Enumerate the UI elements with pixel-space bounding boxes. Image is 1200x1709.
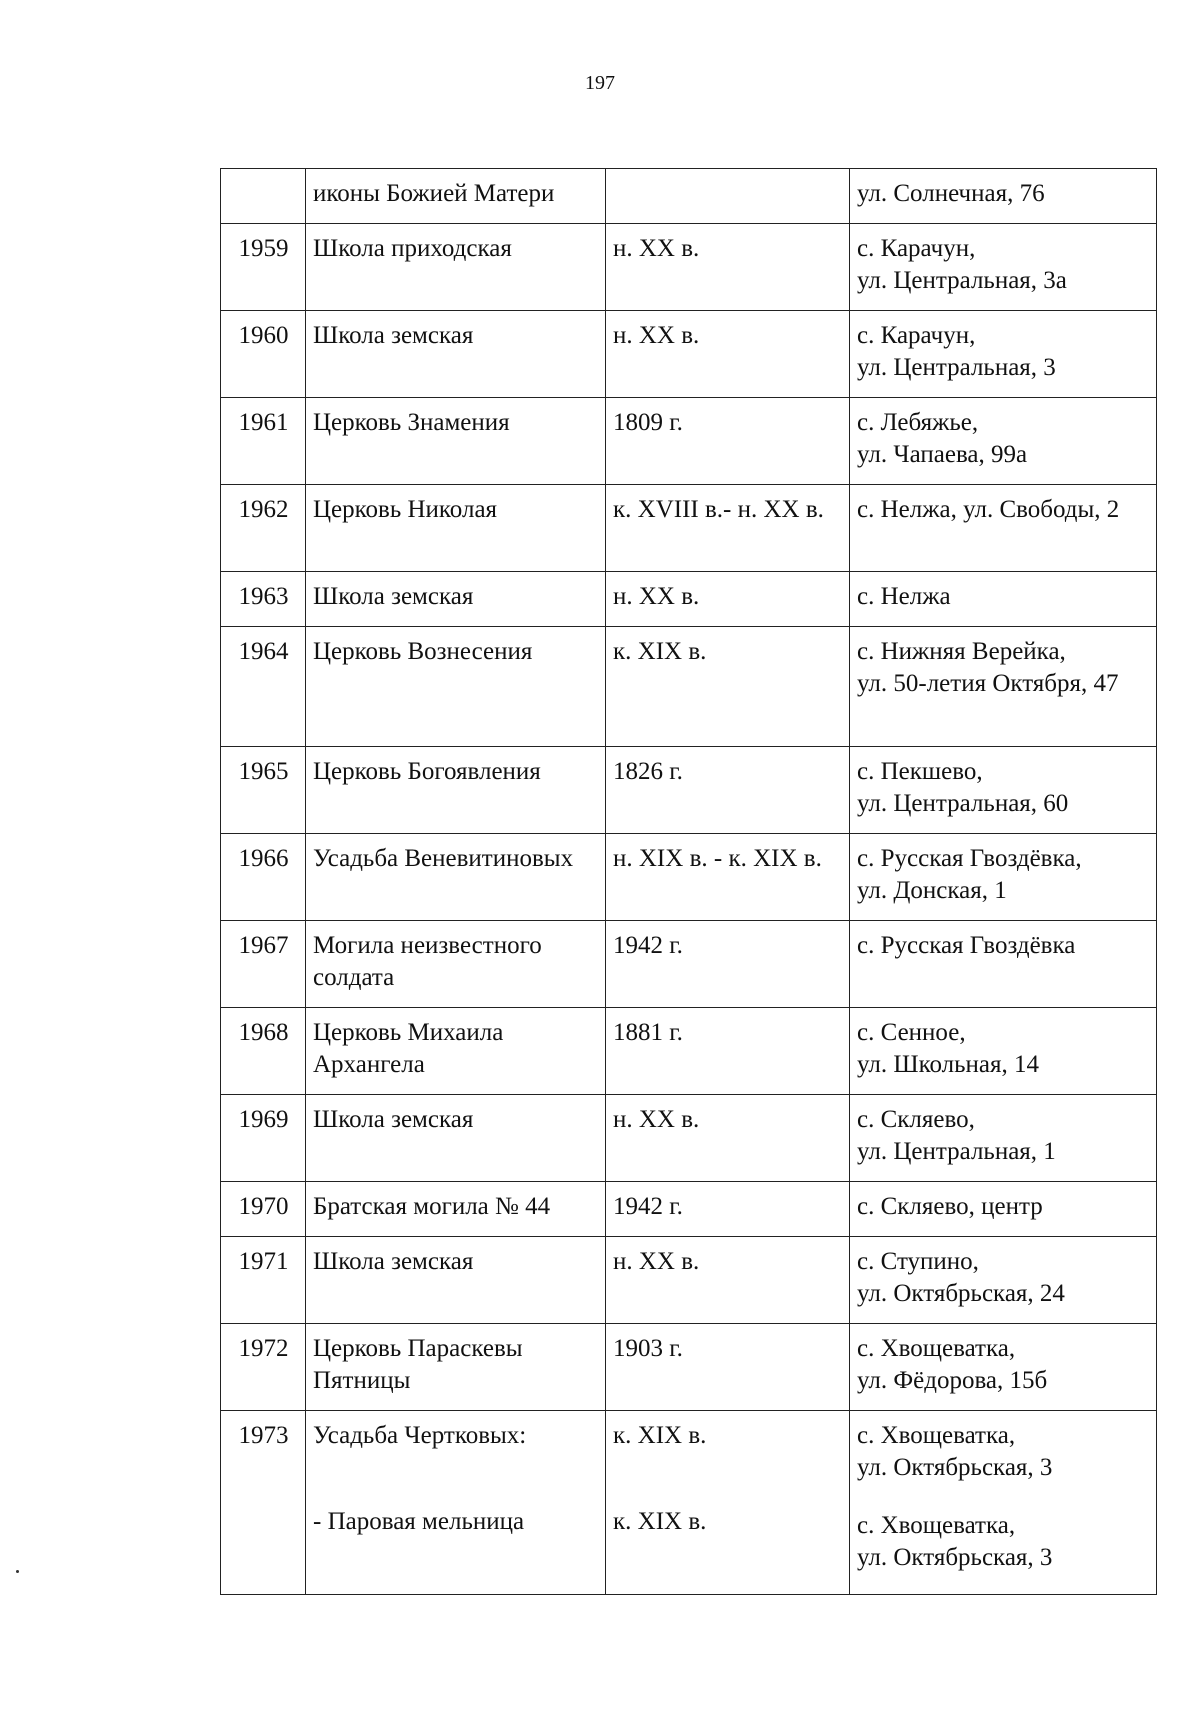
object-date: 1903 г. <box>606 1324 850 1411</box>
object-date: н. XIX в. - к. XIX в. <box>606 834 850 921</box>
object-name: Церковь Вознесения <box>306 627 606 747</box>
table-row <box>221 747 1157 834</box>
scan-speck <box>16 1570 19 1573</box>
address-line: с. Нижняя Верейка, <box>857 638 1066 665</box>
object-name: Братская могила № 44 <box>306 1182 606 1237</box>
object-address <box>850 921 1157 1008</box>
table-row <box>221 1095 1157 1182</box>
address-line: ул. Школьная, 14 <box>857 1051 1039 1078</box>
object-name: Церковь Николая <box>306 485 606 572</box>
object-date: 1942 г. <box>606 1182 850 1237</box>
table-row <box>221 398 1157 485</box>
object-date: к. XVIII в.- н. XX в. <box>606 485 850 572</box>
row-number: 1967 <box>221 921 306 1008</box>
object-name <box>306 1411 606 1595</box>
address-line: ул. Центральная, 3 <box>857 354 1056 381</box>
page-number: 197 <box>585 72 615 94</box>
object-date <box>606 169 850 224</box>
address-line: с. Хвощеватка, <box>857 1422 1016 1449</box>
address-line: ул. Донская, 1 <box>857 877 1007 904</box>
object-date: 1809 г. <box>606 398 850 485</box>
heritage-table <box>220 168 1157 1595</box>
row-number: 1962 <box>221 485 306 572</box>
object-name: Школа земская <box>306 1095 606 1182</box>
address-line: с. Карачун, <box>857 235 976 262</box>
row-number: 1970 <box>221 1182 306 1237</box>
object-date: н. XX в. <box>606 1237 850 1324</box>
object-address <box>850 1237 1157 1324</box>
object-address <box>850 747 1157 834</box>
table-row <box>221 834 1157 921</box>
table-row <box>221 921 1157 1008</box>
row-number: 1966 <box>221 834 306 921</box>
table-row <box>221 1008 1157 1095</box>
object-address <box>850 834 1157 921</box>
row-number: 1969 <box>221 1095 306 1182</box>
address-line: с. Ступино, <box>857 1248 979 1275</box>
row-number: 1961 <box>221 398 306 485</box>
object-name: Усадьба Веневитиновых <box>306 834 606 921</box>
object-address <box>850 224 1157 311</box>
table-row <box>221 224 1157 311</box>
row-number: 1964 <box>221 627 306 747</box>
row-number: 1965 <box>221 747 306 834</box>
address-line: ул. 50-летия Октября, 47 <box>857 670 1119 697</box>
object-name: Школа земская <box>306 1237 606 1324</box>
object-address <box>850 398 1157 485</box>
address-line: ул. Октябрьская, 3 <box>857 1454 1053 1481</box>
object-address <box>850 1182 1157 1237</box>
object-address <box>850 627 1157 747</box>
object-name: Могила неизвестного солдата <box>306 921 606 1008</box>
object-date: н. XX в. <box>606 311 850 398</box>
estate-name: Усадьба Чертковых: <box>313 1422 527 1449</box>
table-row <box>221 572 1157 627</box>
object-date: н. XX в. <box>606 572 850 627</box>
address-line: с. Скляево, <box>857 1106 975 1133</box>
address-line: ул. Центральная, 1 <box>857 1138 1056 1165</box>
object-address <box>850 169 1157 224</box>
object-date: 1942 г. <box>606 921 850 1008</box>
object-address <box>850 1324 1157 1411</box>
object-name: иконы Божией Матери <box>306 169 606 224</box>
object-name: Школа земская <box>306 311 606 398</box>
estate-date: к. XIX в. <box>613 1422 707 1449</box>
table-row <box>221 1182 1157 1237</box>
row-number: 1959 <box>221 224 306 311</box>
object-date: н. XX в. <box>606 1095 850 1182</box>
address-line: с. Лебяжье, <box>857 409 979 436</box>
table-row <box>221 169 1157 224</box>
address-line: ул. Центральная, 60 <box>857 790 1069 817</box>
table-row <box>221 627 1157 747</box>
address-line: с. Нелжа <box>857 583 951 610</box>
object-address <box>850 1095 1157 1182</box>
object-date: 1826 г. <box>606 747 850 834</box>
row-number: 1960 <box>221 311 306 398</box>
object-name: Церковь Знамения <box>306 398 606 485</box>
object-name: Церковь Параскевы Пятницы <box>306 1324 606 1411</box>
address-line: с. Хвощеватка, <box>857 1335 1016 1362</box>
table-row <box>221 1324 1157 1411</box>
sub-address-line: ул. Октябрьская, 3 <box>857 1544 1053 1571</box>
address-line: с. Пекшево, <box>857 758 983 785</box>
address-line: с. Скляево, центр <box>857 1193 1043 1220</box>
table-row <box>221 1237 1157 1324</box>
object-address <box>850 1411 1157 1595</box>
object-date: н. XX в. <box>606 224 850 311</box>
sub-address-line: с. Хвощеватка, <box>857 1512 1016 1539</box>
address-line: с. Русская Гвоздёвка, <box>857 845 1082 872</box>
row-number: 1973 <box>221 1411 306 1595</box>
object-date: к. XIX в. <box>606 627 850 747</box>
row-number: 1971 <box>221 1237 306 1324</box>
object-name: Церковь Михаила Архангела <box>306 1008 606 1095</box>
object-name: Школа приходская <box>306 224 606 311</box>
table-row <box>221 485 1157 572</box>
address-line: ул. Чапаева, 99а <box>857 441 1028 468</box>
address-line: с. Нелжа, ул. Свободы, 2 <box>857 496 1120 523</box>
sub-object-name: - Паровая мельница <box>313 1508 525 1535</box>
object-date <box>606 1411 850 1595</box>
object-address <box>850 311 1157 398</box>
table-row <box>221 1411 1157 1595</box>
address-line: ул. Октябрьская, 24 <box>857 1280 1065 1307</box>
object-address <box>850 572 1157 627</box>
address-line: с. Карачун, <box>857 322 976 349</box>
object-name: Школа земская <box>306 572 606 627</box>
row-number <box>221 169 306 224</box>
table-row <box>221 311 1157 398</box>
row-number: 1963 <box>221 572 306 627</box>
object-name: Церковь Богоявления <box>306 747 606 834</box>
object-address <box>850 485 1157 572</box>
object-date: 1881 г. <box>606 1008 850 1095</box>
address-line: с. Сенное, <box>857 1019 966 1046</box>
object-address <box>850 1008 1157 1095</box>
address-line: с. Русская Гвоздёвка <box>857 932 1076 959</box>
address-line: ул. Центральная, 3а <box>857 267 1067 294</box>
row-number: 1968 <box>221 1008 306 1095</box>
sub-object-date: к. XIX в. <box>613 1508 707 1535</box>
address-line: ул. Солнечная, 76 <box>857 180 1045 207</box>
row-number: 1972 <box>221 1324 306 1411</box>
address-line: ул. Фёдорова, 15б <box>857 1367 1048 1394</box>
